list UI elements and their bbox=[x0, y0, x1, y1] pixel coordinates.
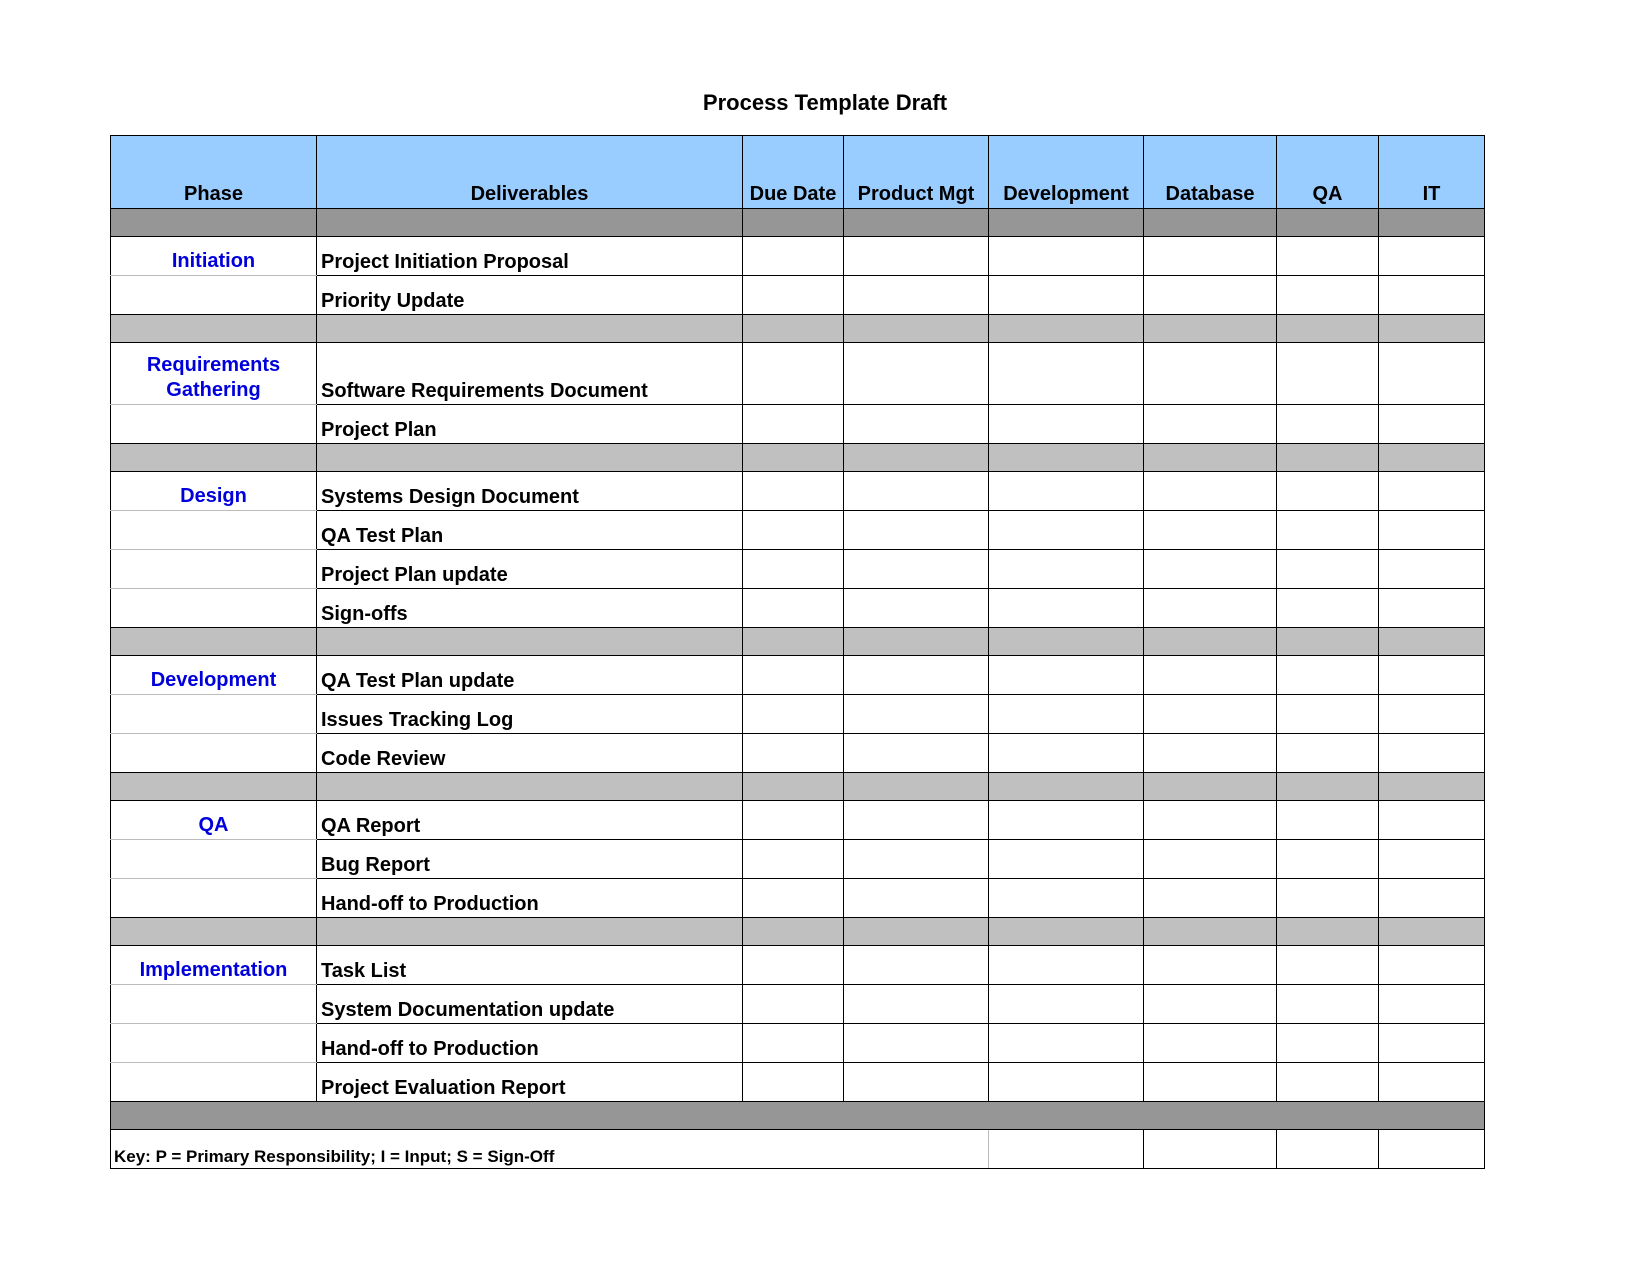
separator-row bbox=[111, 315, 1485, 343]
responsibility-cell[interactable] bbox=[1144, 511, 1277, 550]
responsibility-cell[interactable] bbox=[1277, 343, 1379, 405]
responsibility-cell[interactable] bbox=[1144, 276, 1277, 315]
responsibility-cell[interactable] bbox=[989, 1024, 1144, 1063]
responsibility-cell[interactable] bbox=[743, 343, 844, 405]
separator-cell bbox=[1379, 209, 1485, 237]
deliverable-cell: QA Report bbox=[317, 801, 743, 840]
column-header: QA bbox=[1277, 136, 1379, 209]
separator-cell bbox=[989, 773, 1144, 801]
responsibility-cell[interactable] bbox=[1379, 840, 1485, 879]
table-row bbox=[111, 734, 1485, 773]
deliverable-cell: QA Test Plan bbox=[317, 511, 743, 550]
separator-cell bbox=[743, 918, 844, 946]
phase-cell bbox=[111, 1024, 317, 1063]
table-row bbox=[111, 840, 1485, 879]
process-table bbox=[110, 135, 1485, 1169]
separator-cell bbox=[1144, 628, 1277, 656]
separator-cell bbox=[1277, 918, 1379, 946]
column-header: IT bbox=[1379, 136, 1485, 209]
responsibility-cell[interactable] bbox=[1144, 1024, 1277, 1063]
responsibility-cell[interactable] bbox=[743, 237, 844, 276]
phase-name: Implementation bbox=[111, 946, 317, 985]
separator-cell bbox=[1144, 444, 1277, 472]
separator-cell bbox=[1277, 315, 1379, 343]
deliverable-cell: Bug Report bbox=[317, 840, 743, 879]
separator-row bbox=[111, 444, 1485, 472]
table-row bbox=[111, 276, 1485, 315]
deliverable-cell: Task List bbox=[317, 946, 743, 985]
separator-cell bbox=[317, 444, 743, 472]
deliverable-cell: Project Initiation Proposal bbox=[317, 237, 743, 276]
phase-name: Requirements Gathering bbox=[111, 343, 317, 405]
responsibility-cell[interactable] bbox=[1379, 472, 1485, 511]
responsibility-cell[interactable] bbox=[1379, 695, 1485, 734]
table-row bbox=[111, 1063, 1485, 1102]
responsibility-cell[interactable] bbox=[743, 276, 844, 315]
responsibility-cell[interactable] bbox=[743, 511, 844, 550]
responsibility-cell[interactable] bbox=[844, 343, 989, 405]
responsibility-cell[interactable] bbox=[1144, 405, 1277, 444]
separator-cell bbox=[1277, 209, 1379, 237]
column-header: Deliverables bbox=[317, 136, 743, 209]
deliverable-cell: Hand-off to Production bbox=[317, 879, 743, 918]
responsibility-cell[interactable] bbox=[743, 985, 844, 1024]
responsibility-cell[interactable] bbox=[844, 472, 989, 511]
responsibility-cell[interactable] bbox=[1379, 801, 1485, 840]
responsibility-cell[interactable] bbox=[844, 801, 989, 840]
responsibility-cell[interactable] bbox=[844, 589, 989, 628]
responsibility-cell[interactable] bbox=[844, 237, 989, 276]
responsibility-cell[interactable] bbox=[743, 589, 844, 628]
separator-cell bbox=[111, 209, 317, 237]
responsibility-cell[interactable] bbox=[844, 511, 989, 550]
phase-cell bbox=[111, 550, 317, 589]
table-row bbox=[111, 879, 1485, 918]
separator-cell bbox=[743, 628, 844, 656]
table-row bbox=[111, 1024, 1485, 1063]
responsibility-cell[interactable] bbox=[989, 985, 1144, 1024]
table-row bbox=[111, 985, 1485, 1024]
responsibility-cell[interactable] bbox=[1379, 405, 1485, 444]
separator-cell bbox=[989, 209, 1144, 237]
responsibility-cell[interactable] bbox=[1144, 801, 1277, 840]
responsibility-cell[interactable] bbox=[1277, 946, 1379, 985]
deliverable-cell: Sign-offs bbox=[317, 589, 743, 628]
separator-cell bbox=[1144, 773, 1277, 801]
table-row bbox=[111, 656, 1485, 695]
separator-cell bbox=[743, 773, 844, 801]
responsibility-cell[interactable] bbox=[1144, 879, 1277, 918]
responsibility-cell[interactable] bbox=[1277, 1063, 1379, 1102]
responsibility-cell[interactable] bbox=[1277, 985, 1379, 1024]
responsibility-cell[interactable] bbox=[1144, 550, 1277, 589]
separator-cell bbox=[111, 315, 317, 343]
deliverable-cell: QA Test Plan update bbox=[317, 656, 743, 695]
responsibility-cell[interactable] bbox=[1379, 237, 1485, 276]
separator-row bbox=[111, 628, 1485, 656]
responsibility-cell[interactable] bbox=[1277, 550, 1379, 589]
deliverable-cell: Project Plan bbox=[317, 405, 743, 444]
responsibility-cell[interactable] bbox=[743, 656, 844, 695]
responsibility-cell[interactable] bbox=[1144, 734, 1277, 773]
separator-cell bbox=[111, 444, 317, 472]
separator-cell bbox=[989, 628, 1144, 656]
responsibility-cell[interactable] bbox=[743, 550, 844, 589]
column-header: Product Mgt bbox=[844, 136, 989, 209]
responsibility-cell[interactable] bbox=[989, 589, 1144, 628]
separator-cell bbox=[111, 773, 317, 801]
responsibility-cell[interactable] bbox=[1144, 589, 1277, 628]
separator-cell bbox=[989, 315, 1144, 343]
separator-cell bbox=[844, 773, 989, 801]
responsibility-cell[interactable] bbox=[1277, 589, 1379, 628]
table-row bbox=[111, 550, 1485, 589]
responsibility-cell[interactable] bbox=[1144, 237, 1277, 276]
table-row bbox=[111, 405, 1485, 444]
phase-name: QA bbox=[111, 801, 317, 840]
footer-separator bbox=[111, 1102, 1485, 1130]
phase-cell bbox=[111, 589, 317, 628]
responsibility-cell[interactable] bbox=[1379, 343, 1485, 405]
separator-cell bbox=[111, 628, 317, 656]
responsibility-cell[interactable] bbox=[844, 879, 989, 918]
responsibility-cell[interactable] bbox=[1379, 985, 1485, 1024]
key-cell bbox=[1379, 1130, 1485, 1169]
table-row bbox=[111, 801, 1485, 840]
separator-cell bbox=[1144, 315, 1277, 343]
responsibility-cell[interactable] bbox=[1379, 946, 1485, 985]
phase-cell bbox=[111, 276, 317, 315]
responsibility-cell[interactable] bbox=[989, 405, 1144, 444]
table-row bbox=[111, 511, 1485, 550]
responsibility-cell[interactable] bbox=[1144, 1063, 1277, 1102]
table-row bbox=[111, 589, 1485, 628]
deliverable-cell: Project Plan update bbox=[317, 550, 743, 589]
deliverable-cell: System Documentation update bbox=[317, 985, 743, 1024]
responsibility-cell[interactable] bbox=[989, 472, 1144, 511]
responsibility-cell[interactable] bbox=[1277, 1024, 1379, 1063]
responsibility-cell[interactable] bbox=[844, 840, 989, 879]
key-cell bbox=[1277, 1130, 1379, 1169]
responsibility-cell[interactable] bbox=[844, 550, 989, 589]
separator-cell bbox=[743, 315, 844, 343]
responsibility-cell[interactable] bbox=[1379, 1024, 1485, 1063]
responsibility-cell[interactable] bbox=[1277, 801, 1379, 840]
separator-cell bbox=[844, 444, 989, 472]
column-header: Development bbox=[989, 136, 1144, 209]
separator-cell bbox=[1144, 918, 1277, 946]
responsibility-cell[interactable] bbox=[1379, 511, 1485, 550]
responsibility-cell[interactable] bbox=[1379, 550, 1485, 589]
deliverable-cell: Hand-off to Production bbox=[317, 1024, 743, 1063]
responsibility-cell[interactable] bbox=[1277, 511, 1379, 550]
separator-cell bbox=[111, 1102, 1485, 1130]
separator-cell bbox=[844, 918, 989, 946]
responsibility-cell[interactable] bbox=[1379, 879, 1485, 918]
responsibility-cell[interactable] bbox=[989, 511, 1144, 550]
table-row bbox=[111, 343, 1485, 405]
responsibility-cell[interactable] bbox=[844, 276, 989, 315]
deliverable-cell: Issues Tracking Log bbox=[317, 695, 743, 734]
responsibility-cell[interactable] bbox=[743, 840, 844, 879]
responsibility-cell[interactable] bbox=[989, 946, 1144, 985]
separator-cell bbox=[111, 918, 317, 946]
responsibility-cell[interactable] bbox=[1277, 879, 1379, 918]
responsibility-cell[interactable] bbox=[1144, 985, 1277, 1024]
phase-cell bbox=[111, 1063, 317, 1102]
deliverable-cell: Priority Update bbox=[317, 276, 743, 315]
separator-cell bbox=[844, 209, 989, 237]
responsibility-cell[interactable] bbox=[743, 734, 844, 773]
responsibility-cell[interactable] bbox=[1277, 405, 1379, 444]
responsibility-cell[interactable] bbox=[844, 1024, 989, 1063]
legend-key: Key: P = Primary Responsibility; I = Input; S = Sign-Off bbox=[111, 1130, 989, 1169]
deliverable-cell: Project Evaluation Report bbox=[317, 1063, 743, 1102]
separator-cell bbox=[317, 315, 743, 343]
responsibility-cell[interactable] bbox=[989, 734, 1144, 773]
phase-name: Initiation bbox=[111, 237, 317, 276]
responsibility-cell[interactable] bbox=[1379, 656, 1485, 695]
key-cell bbox=[1144, 1130, 1277, 1169]
separator-cell bbox=[1277, 444, 1379, 472]
deliverable-cell: Software Requirements Document bbox=[317, 343, 743, 405]
responsibility-cell[interactable] bbox=[1144, 695, 1277, 734]
responsibility-cell[interactable] bbox=[989, 1063, 1144, 1102]
responsibility-cell[interactable] bbox=[844, 734, 989, 773]
responsibility-cell[interactable] bbox=[989, 656, 1144, 695]
table-row bbox=[111, 472, 1485, 511]
responsibility-cell[interactable] bbox=[1277, 237, 1379, 276]
responsibility-cell[interactable] bbox=[743, 1024, 844, 1063]
separator-cell bbox=[1379, 444, 1485, 472]
responsibility-cell[interactable] bbox=[844, 985, 989, 1024]
separator-cell bbox=[1277, 628, 1379, 656]
responsibility-cell[interactable] bbox=[1144, 840, 1277, 879]
responsibility-cell[interactable] bbox=[989, 695, 1144, 734]
responsibility-cell[interactable] bbox=[1379, 589, 1485, 628]
separator-cell bbox=[1379, 918, 1485, 946]
responsibility-cell[interactable] bbox=[1277, 695, 1379, 734]
responsibility-cell[interactable] bbox=[1277, 734, 1379, 773]
separator-cell bbox=[317, 773, 743, 801]
phase-cell bbox=[111, 985, 317, 1024]
responsibility-cell[interactable] bbox=[743, 405, 844, 444]
separator-cell bbox=[1144, 209, 1277, 237]
responsibility-cell[interactable] bbox=[1277, 656, 1379, 695]
responsibility-cell[interactable] bbox=[743, 801, 844, 840]
responsibility-cell[interactable] bbox=[844, 1063, 989, 1102]
column-header: Due Date bbox=[743, 136, 844, 209]
responsibility-cell[interactable] bbox=[989, 276, 1144, 315]
phase-cell bbox=[111, 879, 317, 918]
separator-cell bbox=[317, 628, 743, 656]
phase-cell bbox=[111, 695, 317, 734]
separator-cell bbox=[317, 918, 743, 946]
responsibility-cell[interactable] bbox=[743, 695, 844, 734]
responsibility-cell[interactable] bbox=[989, 550, 1144, 589]
responsibility-cell[interactable] bbox=[743, 946, 844, 985]
responsibility-cell[interactable] bbox=[1379, 276, 1485, 315]
responsibility-cell[interactable] bbox=[844, 405, 989, 444]
phase-cell bbox=[111, 734, 317, 773]
responsibility-cell[interactable] bbox=[743, 1063, 844, 1102]
responsibility-cell[interactable] bbox=[1379, 1063, 1485, 1102]
responsibility-cell[interactable] bbox=[844, 656, 989, 695]
separator-cell bbox=[743, 209, 844, 237]
phase-cell bbox=[111, 511, 317, 550]
responsibility-cell[interactable] bbox=[1144, 343, 1277, 405]
separator-row bbox=[111, 209, 1485, 237]
separator-row bbox=[111, 918, 1485, 946]
responsibility-cell[interactable] bbox=[844, 695, 989, 734]
responsibility-cell[interactable] bbox=[743, 472, 844, 511]
separator-cell bbox=[989, 918, 1144, 946]
responsibility-cell[interactable] bbox=[1144, 656, 1277, 695]
table-row bbox=[111, 237, 1485, 276]
table-row bbox=[111, 695, 1485, 734]
deliverable-cell: Systems Design Document bbox=[317, 472, 743, 511]
responsibility-cell[interactable] bbox=[989, 237, 1144, 276]
separator-cell bbox=[844, 315, 989, 343]
responsibility-cell[interactable] bbox=[1277, 840, 1379, 879]
column-header: Database bbox=[1144, 136, 1277, 209]
separator-row bbox=[111, 773, 1485, 801]
responsibility-cell[interactable] bbox=[989, 879, 1144, 918]
separator-cell bbox=[1379, 773, 1485, 801]
table-row bbox=[111, 946, 1485, 985]
phase-name: Design bbox=[111, 472, 317, 511]
responsibility-cell[interactable] bbox=[1144, 946, 1277, 985]
page-title: Process Template Draft bbox=[702, 90, 948, 115]
column-header: Phase bbox=[111, 136, 317, 209]
separator-cell bbox=[844, 628, 989, 656]
separator-cell bbox=[1379, 628, 1485, 656]
key-row bbox=[111, 1130, 1485, 1169]
separator-cell bbox=[743, 444, 844, 472]
responsibility-cell[interactable] bbox=[1379, 734, 1485, 773]
phase-cell bbox=[111, 405, 317, 444]
header-row bbox=[111, 136, 1485, 209]
responsibility-cell[interactable] bbox=[743, 879, 844, 918]
responsibility-cell[interactable] bbox=[844, 946, 989, 985]
deliverable-cell: Code Review bbox=[317, 734, 743, 773]
separator-cell bbox=[317, 209, 743, 237]
responsibility-cell[interactable] bbox=[989, 801, 1144, 840]
separator-cell bbox=[1277, 773, 1379, 801]
responsibility-cell[interactable] bbox=[989, 343, 1144, 405]
responsibility-cell[interactable] bbox=[1277, 472, 1379, 511]
key-cell bbox=[989, 1130, 1144, 1169]
responsibility-cell[interactable] bbox=[1277, 276, 1379, 315]
separator-cell bbox=[989, 444, 1144, 472]
separator-cell bbox=[1379, 315, 1485, 343]
phase-name: Development bbox=[111, 656, 317, 695]
phase-cell bbox=[111, 840, 317, 879]
responsibility-cell[interactable] bbox=[1144, 472, 1277, 511]
responsibility-cell[interactable] bbox=[989, 840, 1144, 879]
